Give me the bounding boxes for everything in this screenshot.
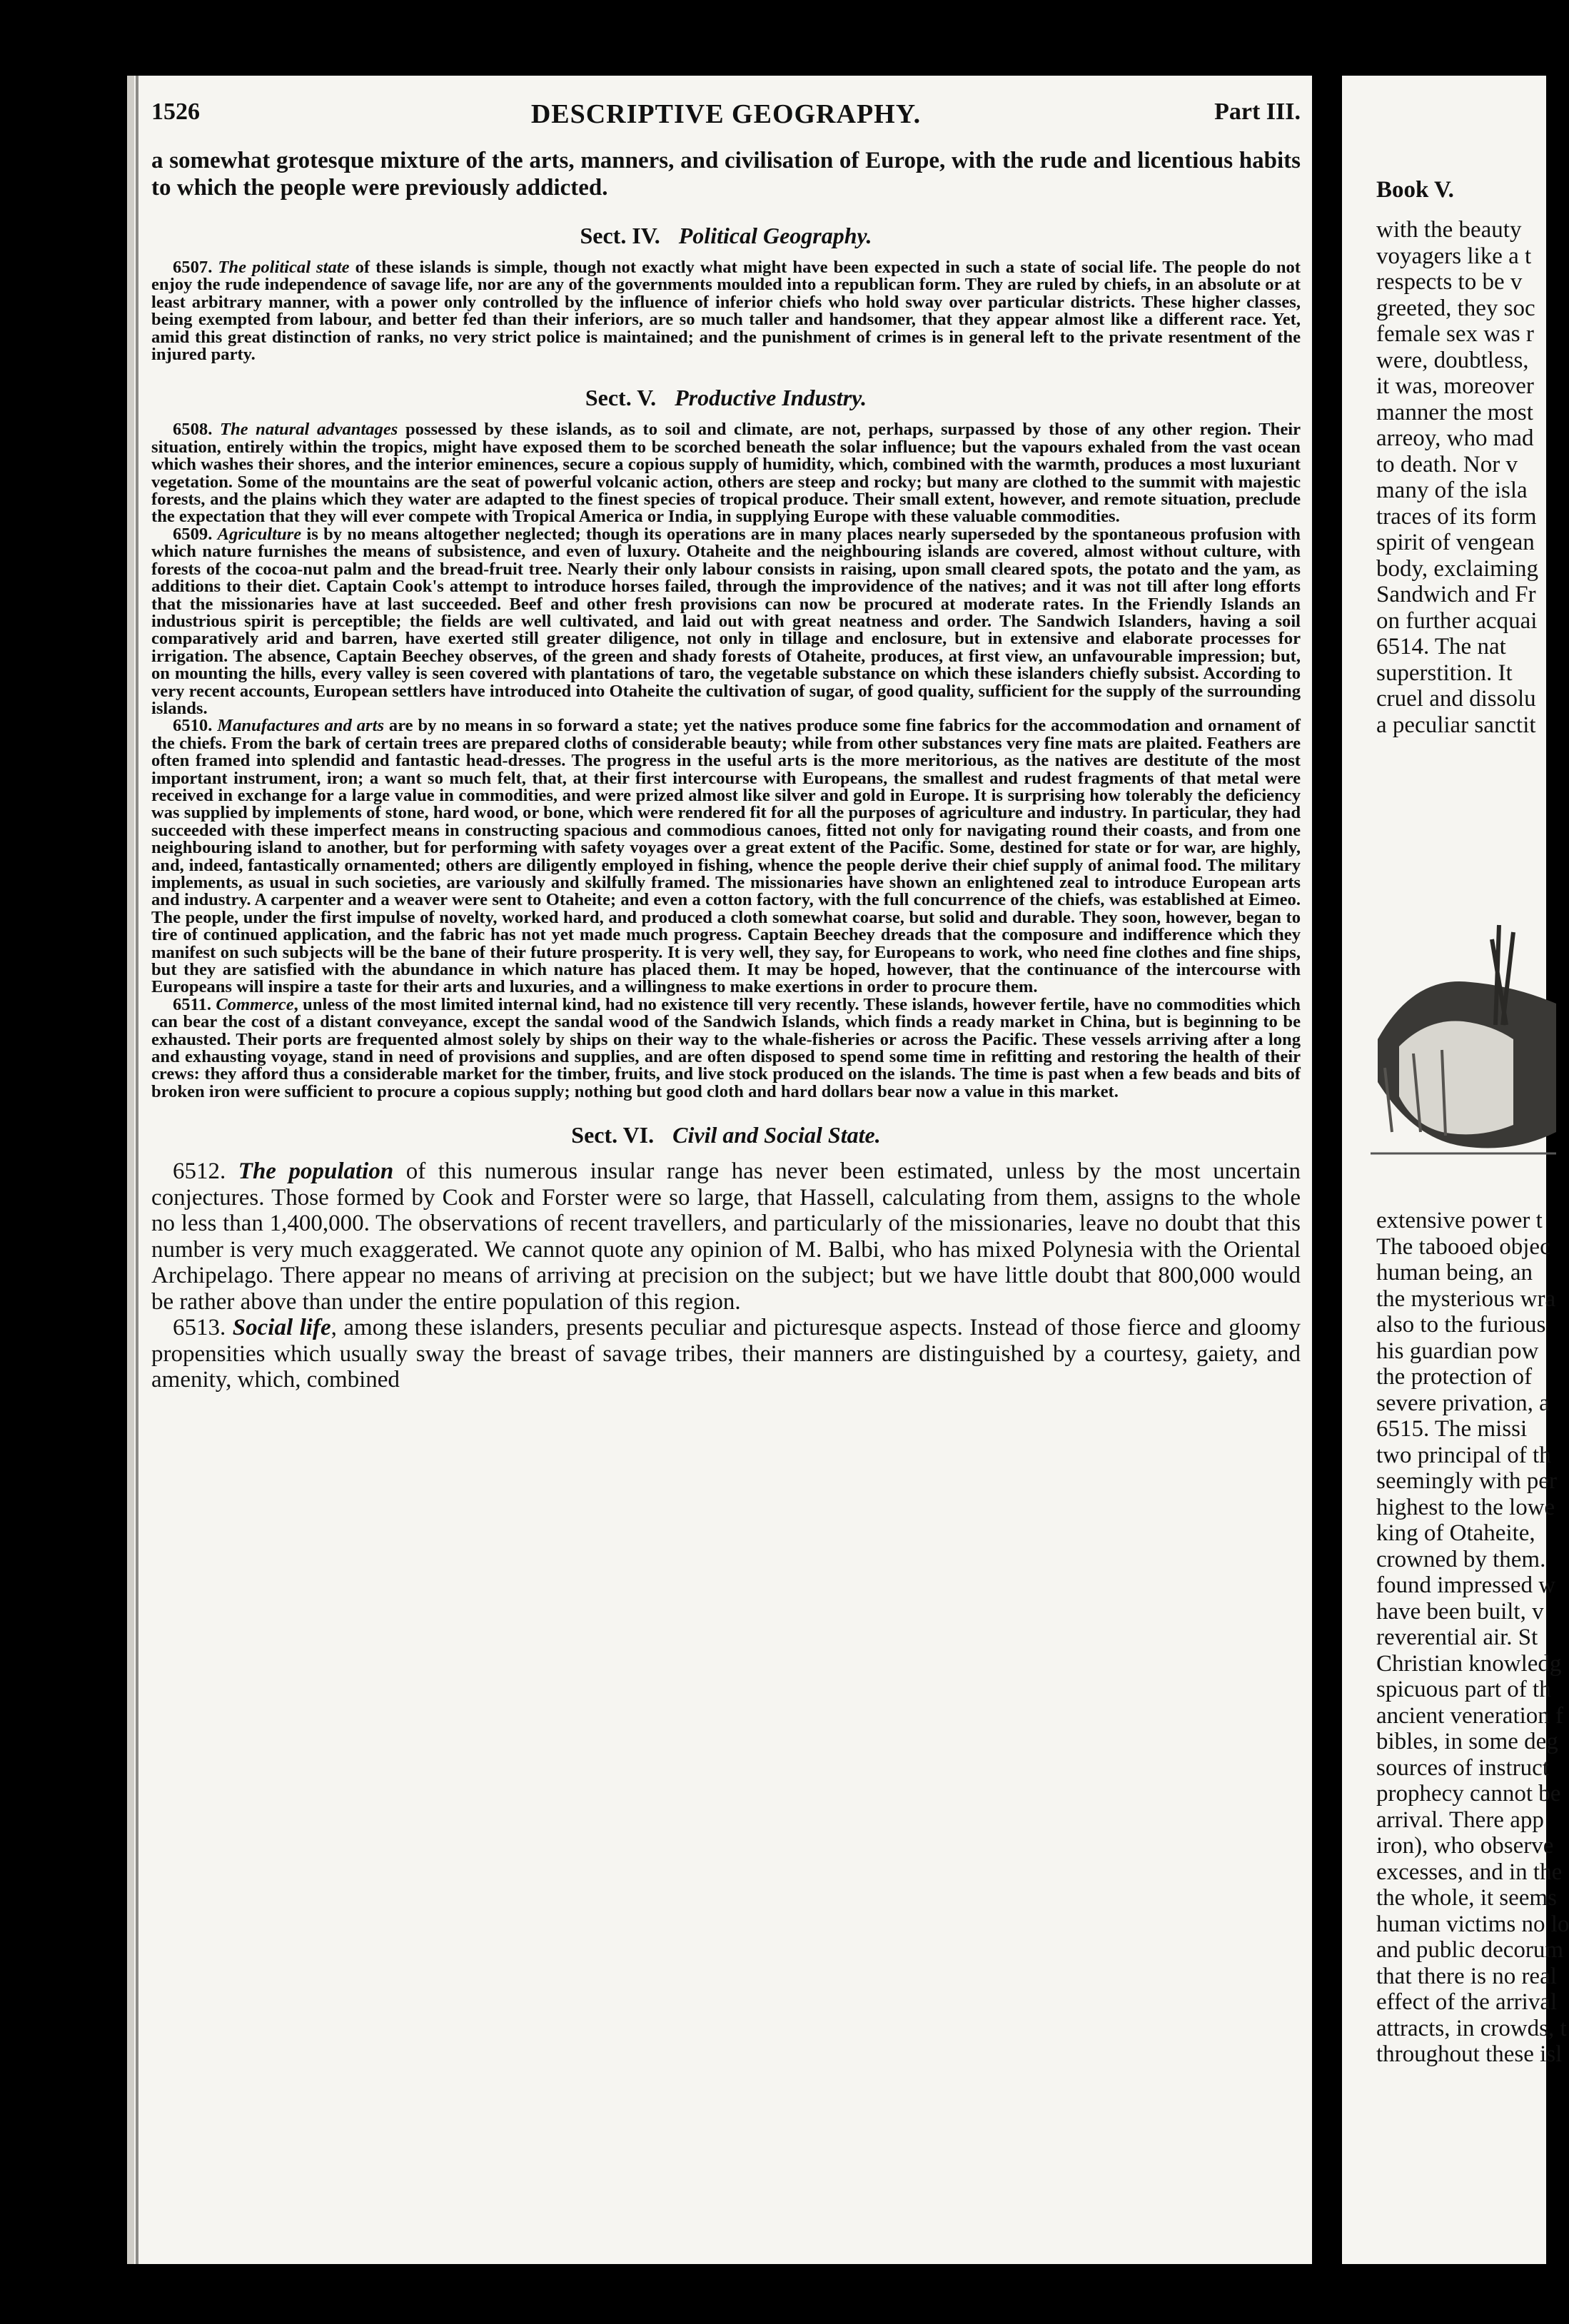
text-line: a peculiar sanctit xyxy=(1376,712,1536,738)
text-line: the protection of xyxy=(1376,1364,1533,1390)
text-line: his guardian pow xyxy=(1376,1338,1539,1364)
text-line: spicuous part of th xyxy=(1376,1677,1551,1702)
paragraph: 6508. The natural advantages possessed by these islands, as to soil and climate, are not, perhaps, surpassed by those of any other region. Their situation, entirely within the tropics, might have exposed them to be scorched beneath the solar influence; but the vapours exhaled from the vast ocean which washes their shores, and the interior eminences, secure a copious supply of humidity, which, combined with the warmth, produces a most luxuriant vegetation. Some of the mountains are the seat of powerful volcanic action, others are steep and rocky; but many are clothed to the summit with majestic forests, and the plains which they water are adapted to the finest species of tropical produce. Their small extent, however, and remote situation, preclude the expectation that they will ever compete with Tropical America or India, in supplying Europe with these valuable commodities. xyxy=(151,420,1301,527)
text-line: 6514. The nat xyxy=(1376,634,1506,660)
section-title: Political Geography. xyxy=(678,223,872,248)
text-line: voyagers like a t xyxy=(1376,243,1532,269)
text-line: superstition. It xyxy=(1376,660,1513,686)
section-title: Civil and Social State. xyxy=(672,1122,881,1148)
text-line: the whole, it seems xyxy=(1376,1885,1557,1911)
page-edge xyxy=(136,76,138,2264)
section-label: Sect. VI. xyxy=(571,1122,655,1148)
text-line: human being, an xyxy=(1376,1260,1533,1285)
text-line: two principal of th xyxy=(1376,1442,1551,1468)
text-line: arrival. There app xyxy=(1376,1807,1544,1833)
text-line: on further acquai xyxy=(1376,607,1538,634)
text-line: extensive power t xyxy=(1376,1208,1543,1233)
paragraph: 6511. Commerce, unless of the most limited internal kind, had no existence till very recently. These islands, however fertile, have no commodities which can bear the cost of a distant conveyance, except the sandal wood of the Sandwich Islands, which finds a ready market in China, but is beginning to be exhausted. Their ports are frequented almost solely by ships on their way to the whale-fisheries or across the Pacific. These vessels arriving after a long and exhausting voyage, stand in need of provisions and supplies, and are often disposed to spend some time in refitting and restoring the health of their crews: they afford thus a considerable market for the timber, fruits, and live stock produced on the islands. The time is past when a few beads and bits of broken iron were sufficient to procure a copious supply; nothing but good cloth and hard dollars bear now a value in this market. xyxy=(151,994,1301,1101)
text-line: it was, moreover xyxy=(1376,373,1534,399)
right-page-text-top xyxy=(1376,217,1562,738)
left-page-content xyxy=(151,98,1301,2168)
text-line: and public decorum xyxy=(1376,1937,1564,1963)
text-line: bibles, in some deg xyxy=(1376,1729,1558,1754)
text-line: human victims no lo xyxy=(1376,1911,1569,1937)
paragraph: 6507. The political state of these islands is simple, though not exactly what might have been expected in such a state of social life. The people do not enjoy the rude independence of savage life, nor are any of the governments moulded into a republican form. They are ruled by chiefs, in an absolute or at least arbitrary manner, with a power only controlled by the influence of inferior chiefs who hold sway over particular districts. These higher classes, being exempted from labour, and better fed than their inferiors, are so much taller and handsomer, that they appear almost like a different race. Yet, amid this great distinction of ranks, no very strict police is maintained; and the punishment of crimes is in general left to the private resentment of the injured party. xyxy=(151,258,1301,365)
paragraph: 6513. Social life, among these islanders, presents peculiar and picturesque aspects. Instead of those fierce and gloomy propensities which usually sway the breast of savage tribes, their manners are distinguished by a courtesy, gaiety, and amenity, which, combined xyxy=(151,1315,1301,1393)
text-line: to death. Nor v xyxy=(1376,451,1518,478)
text-line: with the beauty xyxy=(1376,217,1522,243)
text-line: also to the furious xyxy=(1376,1312,1546,1338)
section-heading xyxy=(151,223,1301,249)
section-body xyxy=(151,259,1301,363)
text-line: excesses, and in the xyxy=(1376,1859,1563,1885)
text-line: effect of the arrival xyxy=(1376,1989,1558,2015)
text-line: body, exclaiming xyxy=(1376,555,1538,582)
text-line: throughout these isl xyxy=(1376,2041,1563,2067)
text-line: king of Otaheite, xyxy=(1376,1520,1535,1546)
section-heading xyxy=(151,1122,1301,1148)
text-line: seemingly with per xyxy=(1376,1468,1557,1494)
text-line: ancient veneration f xyxy=(1376,1702,1564,1729)
paragraph: 6510. Manufactures and arts are by no means in so forward a state; yet the natives produce some fine fabrics for the accommodation and ornament of the chiefs. From the bark of certain trees are prepared cloths of considerable beauty; while from other substances very fine mats are plaited. Feathers are often framed into splendid and fantastic head-dresses. The progress in the useful arts is the more meritorious, as the natives are destitute of the most important instrument, iron; a want so much felt, that, at their first intercourse with Europeans, the smallest and rudest fragments of that metal were received in exchange for a large value in commodities, and were prized almost like silver and gold in Europe. It is surprising how tolerably the deficiency was supplied by implements of stone, hard wood, or bone, which were rendered fit for all the purposes of agriculture and industry. In particular, they had succeeded with these imperfect means in constructing spacious and commodious canoes, fitted not only for navigating round their coasts, and from one neighbouring island to another, but for performing with safety voyages over a great extent of the Pacific. Some, destined for state or for war, are highly, and, indeed, fantastically ornamented; others are diligently employed in fishing, whence the people derive their chief supply of animal food. The military implements, as usual in such societies, are variously and skilfully framed. The missionaries have shown an enlightened zeal to introduce European arts and industry. A carpenter and a weaver were sent to Otaheite; and even a cotton factory, with the full concurrence of the chiefs, was established at Eimeo. The people, under the first impulse of novelty, worked hard, and produced a cloth somewhat coarse, but solid and durable. They soon, however, began to tire of continued application, and the fabric has not yet made much progress. Captain Beechey dreads that the composure and indifference which they manifest on such subjects will be the bane of their future prosperity. It is very well, they say, for Europeans to work, who need fine clothes and fine ships, but they are satisfied with the abundance in which nature has placed them. It may be hoped, however, that the continuance of the intercourse with Europeans will inspire a taste for their arts and luxuries, and a willingness to make exertions in order to procure them. xyxy=(151,716,1301,997)
page-title: DESCRIPTIVE GEOGRAPHY. xyxy=(530,99,922,129)
text-line: respects to be v xyxy=(1376,269,1523,295)
text-line: many of the isla xyxy=(1376,478,1528,503)
text-line: The tabooed objec xyxy=(1376,1233,1550,1260)
text-line: the mysterious wra xyxy=(1376,1285,1556,1312)
text-line: were, doubtless, xyxy=(1376,347,1529,373)
right-page xyxy=(1342,76,1569,2264)
text-line: Sandwich and Fr xyxy=(1376,582,1536,607)
section-title: Productive Industry. xyxy=(675,385,867,411)
lead-paragraph: a somewhat grotesque mixture of the arts, manners, and civilisation of Europe, with the rude and licentious habits to which the people were previously addicted. xyxy=(151,148,1301,201)
text-line: female sex was r xyxy=(1376,321,1534,347)
text-line: 6515. The missi xyxy=(1376,1416,1528,1442)
text-line: cruel and dissolu xyxy=(1376,686,1536,712)
page-number: 1526 xyxy=(151,98,200,125)
text-line: sources of instruct xyxy=(1376,1754,1549,1781)
text-line: manner the most xyxy=(1376,399,1533,425)
section-body xyxy=(151,1158,1301,1393)
running-header xyxy=(151,98,1301,141)
paragraph: 6509. Agriculture is by no means altogether neglected; though its operations are in many places nearly superseded by the spontaneous profusion with which nature furnishes the means of subsistence, and even of luxury. Otaheite and the neighbouring islands are covered, almost without culture, with forests of the cocoa-nut palm and the bread-fruit tree. Nearly their only labour consists in raising, upon small cleared spots, the potato and the yam, as additions to their diet. Captain Cook's attempt to introduce horses failed, through the improvidence of the natives; and it was not till after long efforts that the missionaries have at last succeeded. Beef and other fresh provisions can now be procured at moderate rates. In the Friendly Islands an industrious spirit is perceptible; the fields are well cultivated, and laid out with great neatness and order. The Sandwich Islanders, having a soil comparatively arid and barren, have exerted still greater diligence, not only in tillage and enclosure, but in extensive and elaborate processes for irrigation. The absence, Captain Beechey observes, of the green and shady forests of Otaheite, produces, at first view, an unfavourable impression; but, on mounting the hills, every valley is seen covered with plantations of taro, the vegetable substance on which these islanders chiefly subsist. According to very recent accounts, European settlers have introduced into Otaheite the cultivation of sugar, of good quality, sufficient for the supply of the surrounding islands. xyxy=(151,524,1301,718)
text-line: found impressed w xyxy=(1376,1572,1556,1598)
right-page-header: Book V. xyxy=(1376,177,1454,203)
paragraph: 6512. The population of this numerous insular range has never been estimated, unless by the most uncertain conjectures. Those formed by Cook and Forster were so large, that Hassell, calculating from them, assigns to the whole no less than 1,400,000. The observations of recent travellers, and particularly of the missionaries, leave no doubt that this number is very much exaggerated. We cannot quote any opinion of M. Balbi, who has mixed Polynesia with the Oriental Archipelago. There appear no means of arriving at precision on the subject; but we have little doubt that 800,000 would be rather above than under the entire population of this region. xyxy=(151,1158,1301,1315)
text-line: iron), who observe xyxy=(1376,1833,1554,1859)
text-line: prophecy cannot be xyxy=(1376,1781,1561,1807)
text-line: greeted, they soc xyxy=(1376,295,1535,321)
text-line: crowned by them. xyxy=(1376,1546,1546,1572)
section-label: Sect. V. xyxy=(585,385,657,411)
text-line: highest to the lowe xyxy=(1376,1494,1555,1520)
text-line: severe privation, a xyxy=(1376,1390,1550,1416)
section-label: Sect. IV. xyxy=(580,223,660,248)
section-body xyxy=(151,421,1301,1101)
section-heading xyxy=(151,385,1301,411)
text-line: spirit of vengean xyxy=(1376,530,1535,555)
right-page-text-bottom xyxy=(1376,1208,1569,2068)
text-line: Christian knowledg xyxy=(1376,1650,1562,1677)
text-line: arreoy, who mad xyxy=(1376,425,1534,451)
text-line: traces of its form xyxy=(1376,503,1537,530)
text-line: attracts, in crowds, t xyxy=(1376,2015,1567,2041)
text-line: have been built, v xyxy=(1376,1598,1544,1625)
part-label: Part III. xyxy=(1214,98,1301,125)
text-line: that there is no real xyxy=(1376,1963,1557,1989)
engraving-illustration xyxy=(1371,896,1556,1182)
text-line: reverential air. St xyxy=(1376,1625,1538,1650)
